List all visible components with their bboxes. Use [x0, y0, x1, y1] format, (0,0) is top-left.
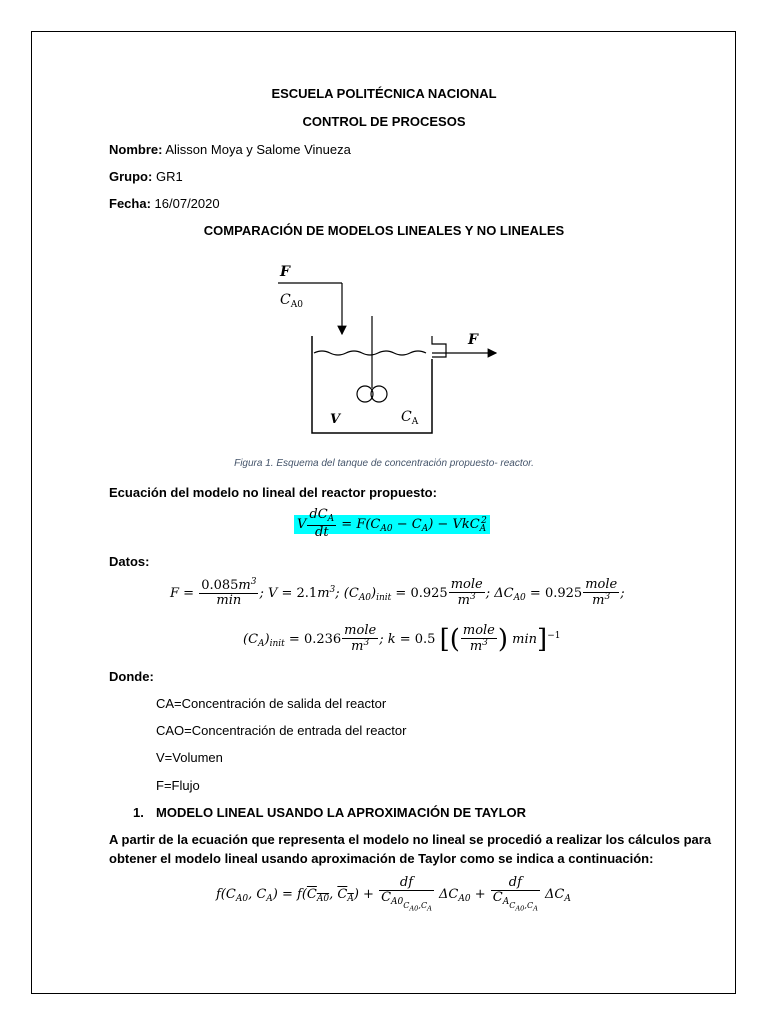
group-value: GR1 — [155, 169, 183, 184]
outlet-nozzle — [432, 336, 446, 357]
model-intro: Ecuación del modelo no lineal del reactor propuesto: — [109, 485, 437, 500]
section1-paragraph-line1: A partir de la ecuación que representa el modelo no lineal se procedió a realizar los cálculos para — [109, 832, 712, 847]
section1-number: 1. — [133, 805, 144, 820]
section-title: COMPARACIÓN DE MODELOS LINEALES Y NO LINEALES — [203, 223, 565, 238]
section1-title: MODELO LINEAL USANDO LA APROXIMACIÓN DE TAYLOR — [156, 805, 527, 820]
name-label: Nombre: — [109, 142, 163, 157]
liquid-surface — [314, 351, 426, 355]
group-label: Grupo: — [109, 169, 153, 184]
volume-label: V — [330, 412, 341, 427]
where-item: F=Flujo — [156, 778, 200, 793]
date-line — [109, 196, 220, 211]
where-label: Donde: — [109, 669, 154, 684]
date-label: Fecha: — [109, 196, 151, 211]
data-equation-line1: F = $\frac{0.085m^3}{\min}$ ; $V = 2.1m^3$; $(C_{A0})_{init} = 0.925$ $\frac{\text{mole}}{m^3}$ ; $\Delta C_{A0} = 0.925$ $\frac{\text{mole}}{m^3}$ ; — [170, 577, 625, 609]
date-value: 16/07/2020 — [154, 196, 220, 211]
nonlinear-equation — [294, 508, 490, 540]
school-title: ESCUELA POLITÉCNICA NACIONAL — [271, 86, 497, 101]
where-item: V=Volumen — [156, 750, 223, 765]
outlet-flow-label: F — [468, 332, 478, 348]
name-line — [109, 142, 351, 157]
figure-caption: Figura 1. Esquema del tanque de concentración propuesto- reactor. — [234, 458, 534, 469]
reactor-diagram — [270, 256, 510, 446]
inlet-flow-label: F — [280, 264, 290, 280]
inlet-conc-label: $C_{A0}$ — [280, 292, 303, 310]
where-item: CA=Concentración de salida del reactor — [156, 696, 387, 711]
course-title: CONTROL DE PROCESOS — [302, 114, 466, 129]
where-item: CAO=Concentración de entrada del reactor — [156, 723, 407, 738]
data-label: Datos: — [109, 554, 150, 569]
equation-highlight: V $\frac{dC_A}{dt}$ = $F(C_{A0} - C_A) - VkC_A^2$ — [294, 515, 490, 534]
section1-paragraph-line2: obtener el modelo lineal usando aproximación de Taylor como se indica a continuación: — [109, 851, 654, 866]
taylor-equation: $f(C_{A0}$, $C_A) = f(C_{A0}$, $C_A$) + $\frac{df}{C_{A0C_{A0},C_A}}$ $\Delta C_{A0}$ + $\frac{df}{C_{AC_{A0},C_A}}$ $\Delta C_A$ — [216, 875, 571, 913]
group-line — [109, 169, 183, 184]
tank-conc-label: $C_A$ — [401, 409, 419, 427]
name-value: Alisson Moya y Salome Vinueza — [165, 142, 351, 157]
data-equation-line2: $(C_A)_{init} = 0.236$ $\frac{\text{mole}}{m^3}$ ; k = 0.5 [( $\frac{\text{mole}}{m^3}$ ) min]$^{-1}$ — [243, 623, 561, 655]
